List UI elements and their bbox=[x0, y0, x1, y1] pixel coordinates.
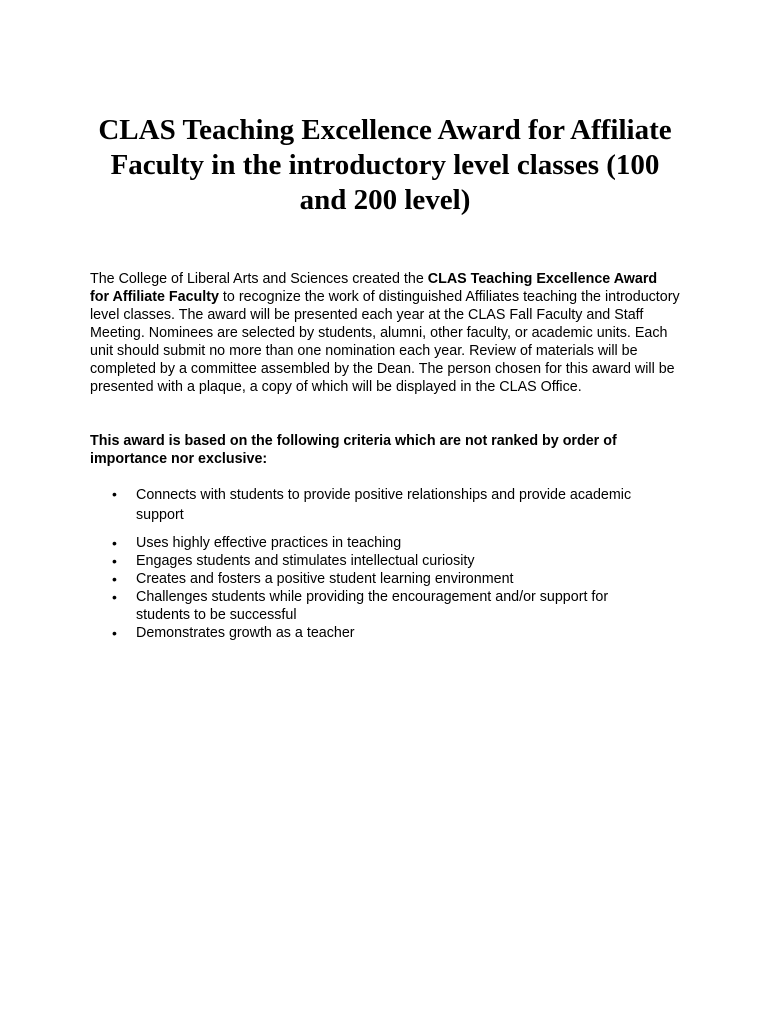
bullet-icon: • bbox=[112, 486, 117, 502]
bullet-icon: • bbox=[112, 571, 117, 587]
criteria-item-text: Connects with students to provide positive relationships and provide academic support bbox=[136, 487, 632, 523]
criteria-item-text: Creates and fosters a positive student learning environment bbox=[136, 571, 514, 587]
intro-text-rest: to recognize the work of distinguished Affiliates teaching the introductory level classes. The award will be presented each year at the CLAS Fall Faculty and Staff Meeting. Nominees are selected by students, alumni, other faculty, or academic units. Each unit should submit no more than one nomination each year. Review of materials will be completed by a committee assembled by the Dean. The person chosen for this award will be presented with a plaque, a copy of which will be displayed in the CLAS Office. bbox=[90, 289, 680, 395]
criteria-item-text: Engages students and stimulates intellectual curiosity bbox=[136, 553, 475, 569]
criteria-item-text: Demonstrates growth as a teacher bbox=[136, 625, 355, 641]
award-name-bold: CLAS Teaching Excellence Award for Affiliate Faculty bbox=[90, 271, 658, 305]
intro-paragraph bbox=[90, 270, 680, 396]
criteria-item-text: Challenges students while providing the encouragement and/or support for students to be successful bbox=[136, 589, 609, 623]
intro-text-start: The College of Liberal Arts and Sciences created the bbox=[90, 271, 428, 287]
bullet-icon: • bbox=[112, 625, 117, 641]
bullet-icon: • bbox=[112, 589, 117, 605]
bullet-icon: • bbox=[112, 553, 117, 569]
criteria-item-text: Uses highly effective practices in teaching bbox=[136, 535, 402, 551]
document-title: CLAS Teaching Excellence Award for Affiliate Faculty in the introductory level classes (100 and 200 level) bbox=[98, 114, 672, 216]
criteria-heading: This award is based on the following criteria which are not ranked by order of importance nor exclusive: bbox=[90, 433, 617, 467]
bullet-icon: • bbox=[112, 535, 117, 551]
